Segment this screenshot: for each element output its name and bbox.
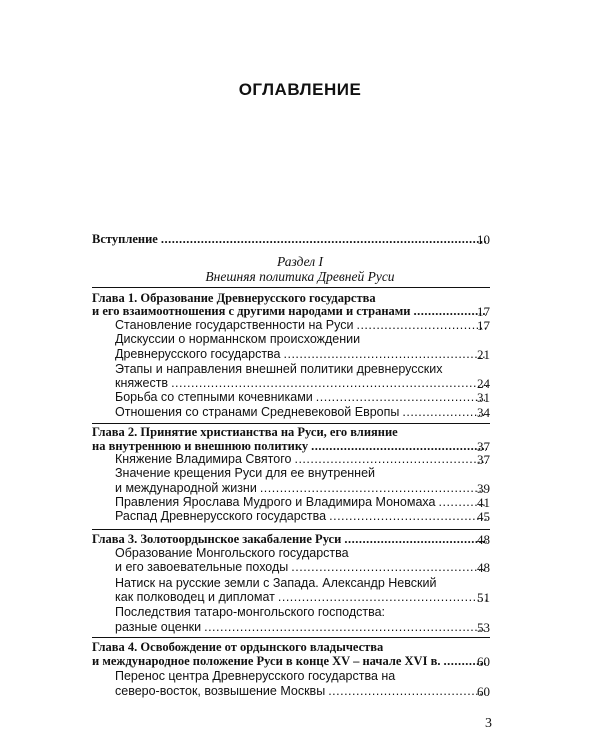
toc-page-number: 41 — [477, 495, 490, 511]
toc-entry[interactable]: Древнерусского государства ..... — [115, 347, 490, 362]
toc-entry-label: Вступление — [92, 232, 158, 246]
toc-title: ОГЛАВЛЕНИЕ — [238, 80, 362, 99]
chapter-4-title-line2[interactable]: и международное положение Руси в конце XV – начале XVI в. ..... — [92, 654, 490, 669]
toc-page-number: 60 — [477, 684, 490, 699]
chapter-3-title[interactable]: Глава 3. Золотоордынское закабаление Руси ..... — [92, 532, 490, 547]
toc-entry-line[interactable]: Перенос центра Древнерусского государства на — [115, 669, 396, 683]
toc-page-number: 34 — [477, 404, 490, 420]
toc-entry[interactable]: и международной жизни ..... — [115, 481, 490, 496]
toc-page-number: 48 — [477, 531, 490, 547]
toc-page-number: 10 — [477, 232, 490, 247]
toc-entry-line[interactable]: Натиск на русские земли с Запада. Александр Невский — [115, 575, 437, 590]
section-label: Раздел I — [277, 254, 323, 270]
toc-entry-intro[interactable] — [92, 232, 490, 247]
page-number: 3 — [485, 716, 492, 731]
toc-entry-label: северо-восток, возвышение Москвы — [115, 684, 326, 698]
section-name: Внешняя политика Древней Руси — [205, 268, 395, 284]
toc-page-number: 17 — [477, 304, 490, 320]
toc-entry[interactable]: и его завоевательные походы ..... — [115, 560, 490, 575]
toc-page-number: 53 — [477, 619, 490, 635]
toc-entry[interactable]: Отношения со странами Средневековой Европы ..... — [115, 405, 490, 420]
toc-page-number: 37 — [477, 452, 490, 468]
toc-page-number: 37 — [477, 438, 490, 454]
chapter-1-title-line1[interactable]: Глава 1. Образование Древнерусского государства — [92, 291, 376, 306]
toc-entry-line[interactable]: Образование Монгольского государства — [115, 546, 349, 561]
toc-page-number: 21 — [477, 346, 490, 362]
toc-entry[interactable] — [115, 684, 490, 699]
chapter-divider — [92, 529, 490, 530]
toc-entry[interactable]: Распад Древнерусского государства ..... — [115, 509, 490, 524]
toc-page-number: 60 — [477, 653, 490, 669]
toc-entry[interactable]: Борьба со степными кочевниками ..... — [115, 390, 490, 405]
toc-entry[interactable]: Правления Ярослава Мудрого и Владимира Мономаха ..... — [115, 495, 490, 510]
chapter-1-title-line2[interactable]: и его взаимоотношения с другими народами и странами ..... — [92, 304, 490, 319]
toc-entry[interactable]: разные оценки ..... — [115, 620, 490, 635]
chapter-divider — [92, 423, 490, 424]
toc-page-number: 39 — [477, 480, 490, 496]
toc-page-number: 45 — [477, 509, 490, 525]
chapter-4-title-line1[interactable]: Глава 4. Освобождение от ордынского владычества — [92, 640, 384, 655]
toc-entry-line[interactable]: Последствия татаро-монгольского господства: — [115, 605, 386, 620]
toc-page-number: 24 — [477, 376, 490, 392]
toc-page-number: 51 — [477, 590, 490, 605]
toc-entry-line[interactable]: Этапы и направления внешней политики древнерусских — [115, 361, 443, 376]
chapter-2-title-line2[interactable]: на внутреннюю и внешнюю политику ..... — [92, 439, 490, 454]
toc-page-number: 31 — [477, 390, 490, 406]
toc-entry[interactable]: княжеств ..... — [115, 376, 490, 391]
toc-page-number: 48 — [477, 560, 490, 576]
chapter-divider — [92, 637, 490, 638]
toc-entry[interactable]: Княжение Владимира Святого ..... — [115, 452, 490, 467]
chapter-divider — [92, 287, 490, 288]
toc-entry[interactable]: как полководец и дипломат ..... — [115, 590, 490, 605]
toc-page-number: 17 — [477, 317, 490, 333]
toc-entry[interactable]: Становление государственности на Руси ..... — [115, 318, 490, 333]
toc-entry-line[interactable]: Значение крещения Руси для ее внутренней — [115, 466, 376, 481]
toc-entry-line[interactable]: Дискуссии о норманнском происхождении — [115, 332, 361, 347]
chapter-2-title-line1[interactable]: Глава 2. Принятие христианства на Руси, его влияние — [92, 425, 398, 440]
